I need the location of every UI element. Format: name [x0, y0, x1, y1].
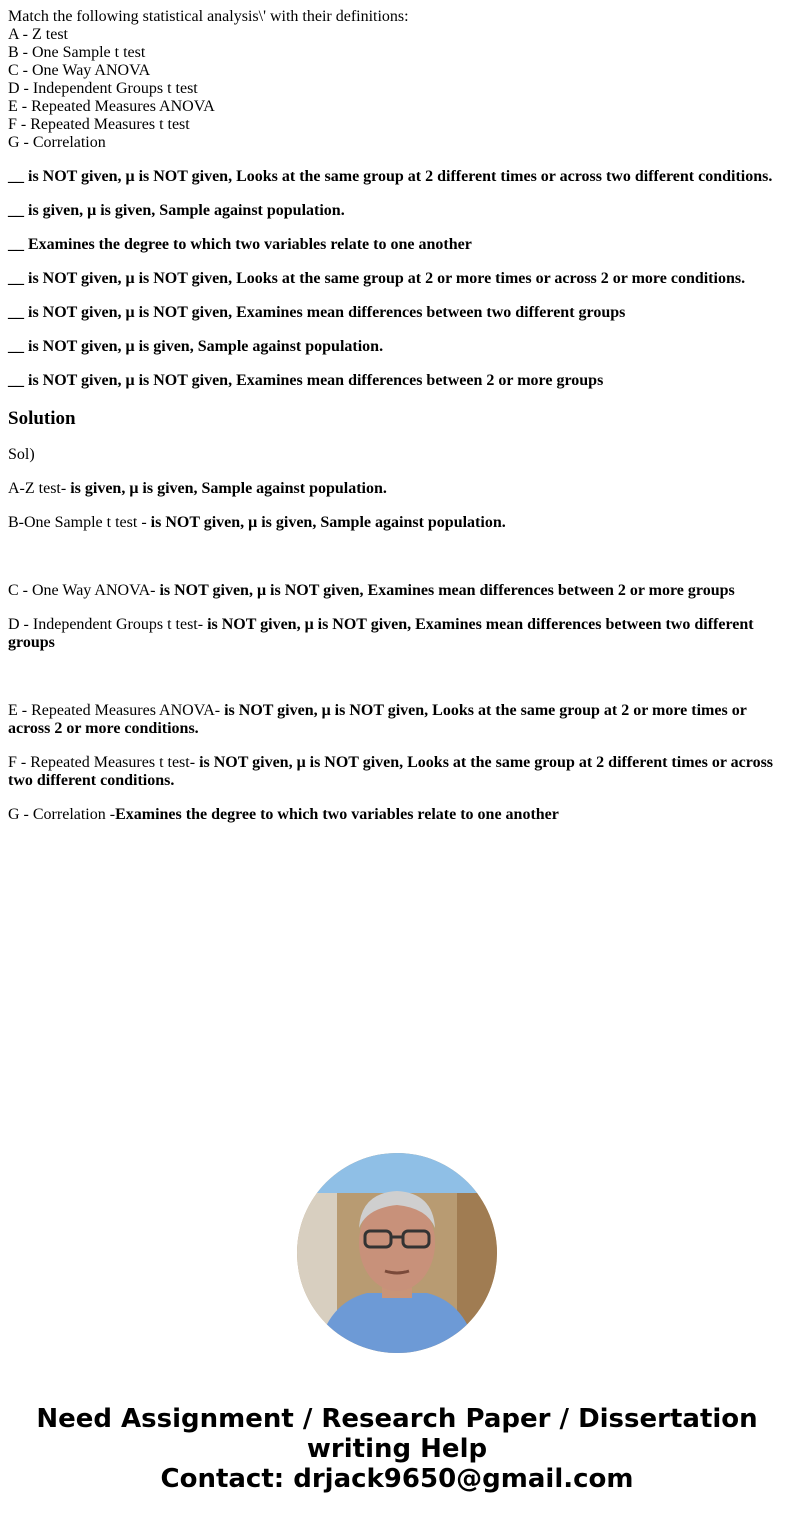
document	[8, 8, 786, 840]
answer-label: E - Repeated Measures ANOVA-	[8, 702, 225, 719]
spacer	[8, 668, 786, 686]
question-item: __ is NOT given, μ is NOT given, Examines mean differences between two different groups	[8, 304, 626, 321]
footer-line2: Contact: drjack9650@gmail.com	[160, 1464, 634, 1494]
intro-text: Match the following statistical analysis\' with their definitions:	[8, 8, 409, 25]
sol-label: Sol)	[8, 446, 35, 463]
question-item: __ is NOT given, μ is NOT given, Looks at the same group at 2 different times or across two different conditions.	[8, 168, 773, 185]
option: C - One Way ANOVA	[8, 62, 151, 79]
option: A - Z test	[8, 26, 68, 43]
answer-text: is NOT given, μ is NOT given, Examines mean differences between two different groups	[8, 616, 754, 651]
question-item: __ is NOT given, μ is NOT given, Examines mean differences between 2 or more groups	[8, 372, 604, 389]
answer-text: Examines the degree to which two variables relate to one another	[115, 806, 559, 823]
answer-text: is given, μ is given, Sample against population.	[70, 480, 387, 497]
answer	[8, 582, 786, 600]
answer-text: is NOT given, μ is NOT given, Examines mean differences between 2 or more groups	[159, 582, 735, 599]
answer	[8, 754, 786, 790]
answer	[8, 616, 786, 652]
question-item: __ Examines the degree to which two variables relate to one another	[8, 236, 472, 253]
answer	[8, 702, 786, 738]
answer	[8, 480, 786, 498]
answer-text: is NOT given, μ is NOT given, Looks at the same group at 2 different times or across two different conditions.	[8, 754, 774, 789]
answer	[8, 806, 786, 824]
option: E - Repeated Measures ANOVA	[8, 98, 215, 115]
footer-contact	[0, 1404, 794, 1494]
question-intro	[8, 8, 786, 152]
solution-heading: Solution	[8, 408, 76, 429]
answer-label: D - Independent Groups t test-	[8, 616, 208, 633]
footer-line1: Need Assignment / Research Paper / Dissertation writing Help	[36, 1404, 758, 1464]
spacer	[8, 548, 786, 566]
answer-label: F - Repeated Measures t test-	[8, 754, 200, 771]
option: F - Repeated Measures t test	[8, 116, 190, 133]
question-item: __ is NOT given, μ is given, Sample against population.	[8, 338, 384, 355]
answer-label: A-Z test-	[8, 480, 71, 497]
option: G - Correlation	[8, 134, 106, 151]
question-item: __ is given, μ is given, Sample against population.	[8, 202, 345, 219]
answer	[8, 514, 786, 532]
answer-label: G - Correlation -	[8, 806, 116, 823]
answer-label: B-One Sample t test -	[8, 514, 151, 531]
answer-text: is NOT given, μ is NOT given, Looks at the same group at 2 or more times or across 2 or more conditions.	[8, 702, 747, 737]
question-item: __ is NOT given, μ is NOT given, Looks at the same group at 2 or more times or across 2 or more conditions.	[8, 270, 746, 287]
author-photo	[297, 1153, 497, 1353]
option: D - Independent Groups t test	[8, 80, 198, 97]
option: B - One Sample t test	[8, 44, 146, 61]
answer-label: C - One Way ANOVA-	[8, 582, 160, 599]
answer-text: is NOT given, μ is given, Sample against population.	[150, 514, 506, 531]
